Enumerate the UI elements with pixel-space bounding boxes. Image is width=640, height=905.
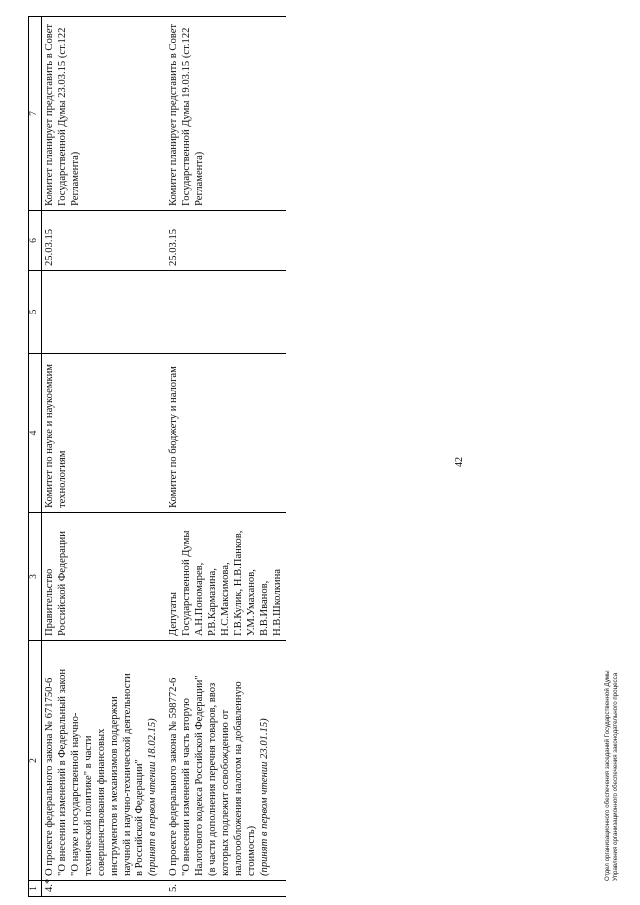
note-cell: Комитет планирует представить в Совет Государственной Думы 23.03.15 (ст.122 Регламента) — [42, 17, 165, 211]
date-cell: 25.03.15 — [42, 211, 165, 271]
bill-line: налогообложения налогом на добавленную — [232, 681, 244, 876]
row-number: 4.* — [42, 881, 165, 897]
footer — [604, 670, 620, 881]
bill-description — [42, 641, 165, 881]
bill-line: О проекте федерального закона № 671750-6 — [44, 677, 55, 876]
bill-status: (принят в первом чтении 23.01.15) — [258, 718, 270, 876]
column-number-row — [29, 17, 42, 897]
bill-description — [164, 641, 285, 881]
column-header: 1 — [29, 881, 42, 897]
column-header: 5 — [29, 271, 42, 354]
bill-author: Правительство Российской Федерации — [42, 513, 165, 641]
column-header: 2 — [29, 641, 42, 881]
column-5-cell — [164, 271, 285, 354]
note-cell: Комитет планирует представить в Совет Государственной Думы 19.03.15 (ст.122 Регламента) — [164, 17, 285, 211]
column-header: 4 — [29, 354, 42, 513]
footer-line: Управления организационного обеспечения законодательного процесса — [612, 672, 620, 881]
table-row — [42, 17, 165, 897]
bill-author: Депутаты Государственной Думы А.Н.Пономарев, Р.В.Кармазина, Н.С.Максимова, Г.В.Кулик, Н.В.Панков, У.М.Умаханов, В.В.Иванов, Н.В.Школкина — [164, 513, 285, 641]
row-number: 5. — [164, 881, 285, 897]
bill-line: которых подлежит освобождению от — [219, 709, 231, 876]
date-cell: 25.03.15 — [164, 211, 285, 271]
column-header: 6 — [29, 211, 42, 271]
bill-line: "О внесении изменений в Федеральный закон — [56, 668, 68, 876]
bill-line: инструментов и механизмов поддержки — [108, 696, 120, 876]
table-row — [164, 17, 285, 897]
bill-line: "О науке и государственной научно- — [69, 712, 81, 876]
column-header: 3 — [29, 513, 42, 641]
page-number: 42 — [454, 457, 465, 467]
bill-line: совершенствования финансовых — [95, 728, 107, 876]
bill-line: научной и научно-технической деятельности — [121, 673, 133, 876]
column-header: 7 — [29, 17, 42, 211]
bill-line: в Российской Федерации" — [134, 759, 146, 876]
responsible-committee: Комитет по науке и наукоемким технологиям — [42, 354, 165, 513]
footer-line: Отдел организационного обеспечения заседаний Государственной Думы — [604, 670, 611, 881]
responsible-committee: Комитет по бюджету и налогам — [164, 354, 285, 513]
bill-line: "О внесении изменений в часть вторую — [181, 698, 193, 876]
bill-line: О проекте федерального закона № 598772-6 — [168, 677, 180, 876]
bill-line: технической политике" в части — [82, 735, 94, 876]
bill-line: (в части дополнения перечня товаров, ввоз — [207, 682, 219, 876]
bill-line: Налогового кодекса Российской Федерации" — [194, 675, 206, 876]
column-5-cell — [42, 271, 165, 354]
bill-line: стоимость) — [245, 825, 257, 876]
bill-status: (принят в первом чтении 18.02.15) — [147, 718, 159, 876]
bills-table — [28, 16, 286, 897]
